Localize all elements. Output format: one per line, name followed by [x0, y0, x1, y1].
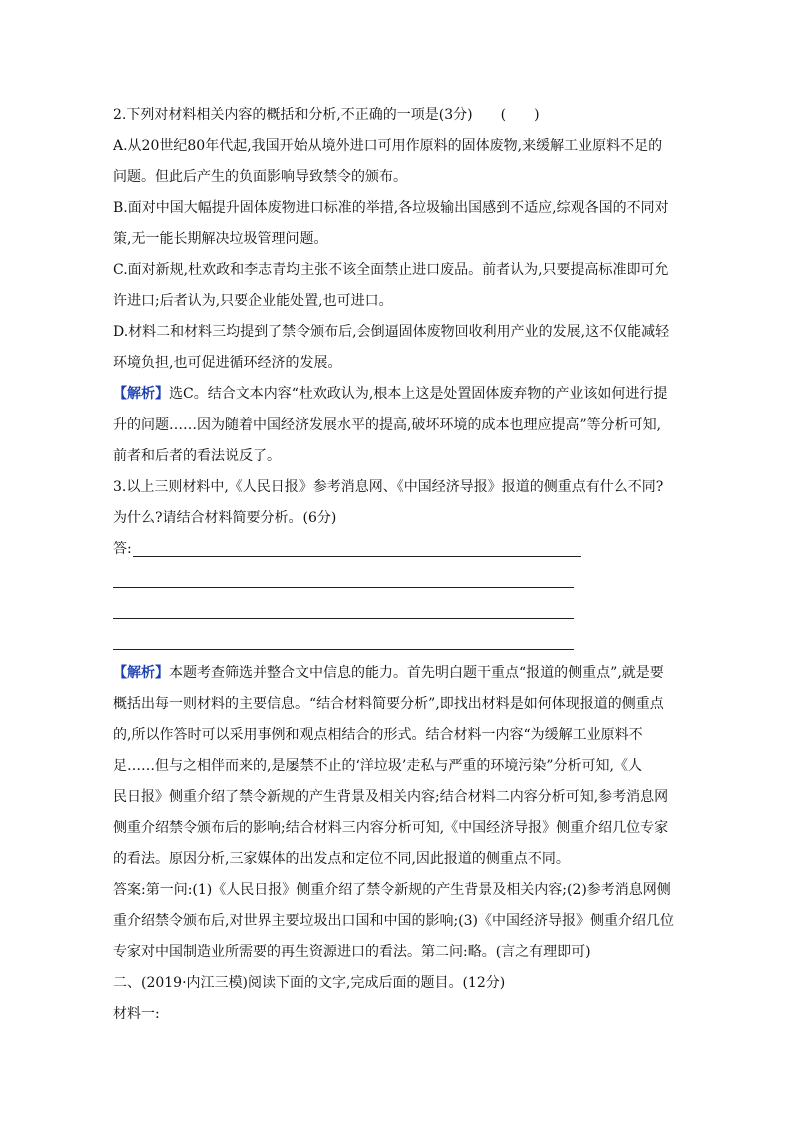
- answer-line-3[interactable]: [113, 618, 574, 619]
- q2-analysis-line-1: [113, 379, 683, 410]
- option-b-line-2: 策,无一能长期解决垃圾管理问题。: [113, 231, 328, 247]
- analysis-tag: 【解析】: [113, 665, 169, 681]
- option-b-line-1: B.面对中国大幅提升固体废物进口标准的举措,各垃圾输出国感到不适应,综观各国的不同对: [113, 200, 669, 216]
- q3-analysis-line-4: 足……但与之相伴而来的,是屡禁不止的‘洋垃圾’走私与严重的环境污染”分析可知,《人: [113, 758, 642, 774]
- answer-line-4[interactable]: [113, 649, 574, 650]
- option-a-line-1: A.从20世纪80年代起,我国开始从境外进口可用作原料的固体废物,来缓解工业原料不足的: [113, 138, 663, 154]
- q3-analysis-text-1: 本题考查筛选并整合文中信息的能力。首先明白题干重点“报道的侧重点”,就是要: [169, 665, 664, 681]
- q3-analysis-line-1: [113, 658, 683, 689]
- answer-blank-row-4: [113, 627, 683, 658]
- analysis-tag: 【解析】: [113, 386, 169, 402]
- option-a-line-2: 问题。但此后产生的负面影响导致禁令的颁布。: [113, 169, 407, 185]
- answer-line-1[interactable]: [133, 556, 581, 557]
- material-1-label: 材料一:: [113, 1006, 160, 1022]
- option-c-line-2: 许进口;后者认为,只要企业能处置,也可进口。: [113, 293, 393, 309]
- q3-answer-line-2: 重介绍禁令颁布后,对世界主要垃圾出口国和中国的影响;(3)《中国经济导报》侧重介绍几位: [113, 913, 674, 929]
- question-2-stem: 2.下列对材料相关内容的概括和分析,不正确的一项是(3分) ( ): [113, 107, 540, 123]
- q3-answer-line-3: 专家对中国制造业所需要的再生资源进口的看法。第二问:略。(言之有理即可): [113, 944, 591, 960]
- answer-blank-row-1: [113, 534, 683, 565]
- question-3-stem-line-2: 为什么?请结合材料简要分析。(6分): [113, 510, 337, 526]
- q3-analysis-line-7: 的看法。原因分析,三家媒体的出发点和定位不同,因此报道的侧重点不同。: [113, 851, 570, 867]
- q3-analysis-line-5: 民日报》侧重介绍了禁令新规的产生背景及相关内容;结合材料二内容分析可知,参考消息网: [113, 789, 669, 805]
- option-d-line-2: 环境负担,也可促进循环经济的发展。: [113, 355, 342, 371]
- q3-answer-line-1: 答案:第一问:(1)《人民日报》侧重介绍了禁令新规的产生背景及相关内容;(2)参考消息网侧: [113, 882, 671, 898]
- answer-prefix: 答:: [113, 541, 132, 557]
- q3-analysis-line-2: 概括出每一则材料的主要信息。“结合材料简要分析”,即找出材料是如何体现报道的侧重点: [113, 696, 664, 712]
- section-2-heading: 二、(2019·内江三模)阅读下面的文字,完成后面的题目。(12分): [113, 975, 506, 991]
- answer-blank-row-3: [113, 596, 683, 627]
- q2-analysis-line-3: 前者和后者的看法说反了。: [113, 448, 281, 464]
- q3-analysis-line-3: 的,所以作答时可以采用事例和观点相结合的形式。结合材料一内容“为缓解工业原料不: [113, 727, 643, 743]
- q3-analysis-line-6: 侧重介绍禁令颁布后的影响;结合材料三内容分析可知,《中国经济导报》侧重介绍几位专家: [113, 820, 669, 836]
- document-page: [113, 100, 683, 1030]
- question-3-stem-line-1: 3.以上三则材料中,《人民日报》参考消息网、《中国经济导报》报道的侧重点有什么不同?: [113, 479, 664, 495]
- q2-analysis-line-2: 升的问题……因为随着中国经济发展水平的提高,破坏环境的成本也理应提高”等分析可知,: [113, 417, 662, 433]
- answer-line-2[interactable]: [113, 587, 574, 588]
- q2-analysis-text-1: 选C。结合文本内容“杜欢政认为,根本上这是处置固体废弃物的产业该如何进行提: [169, 386, 668, 402]
- answer-blank-row-2: [113, 565, 683, 596]
- option-d-line-1: D.材料二和材料三均提到了禁令颁布后,会倒逼固体废物回收利用产业的发展,这不仅能减轻: [113, 324, 670, 340]
- option-c-line-1: C.面对新规,杜欢政和李志青均主张不该全面禁止进口废品。前者认为,只要提高标准即可允: [113, 262, 669, 278]
